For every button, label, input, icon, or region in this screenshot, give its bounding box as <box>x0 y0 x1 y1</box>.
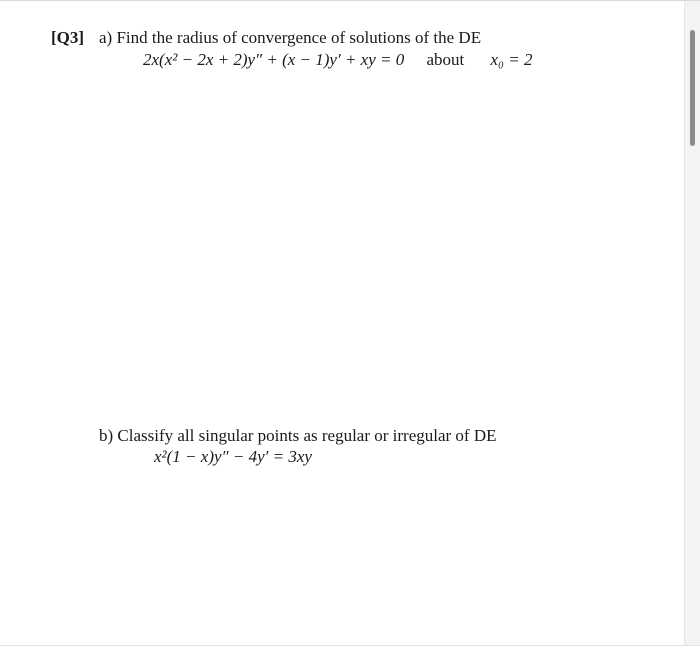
part-b-equation-line <box>154 447 312 467</box>
part-b-prompt: b) Classify all singular points as regular or irregular of DE <box>99 426 497 445</box>
part-a-prompt: a) Find the radius of convergence of solutions of the DE <box>99 28 482 47</box>
scrollbar-thumb[interactable] <box>690 30 695 146</box>
about-label: about <box>426 50 465 69</box>
top-border <box>0 0 700 1</box>
expansion-point: x₀ = 2 <box>490 50 533 69</box>
part-a-equation: 2x(x² − 2x + 2)y″ + (x − 1)y′ + xy = 0 <box>143 50 405 69</box>
part-a-equation-line <box>143 50 532 70</box>
part-b-equation: x²(1 − x)y″ − 4y′ = 3xy <box>154 447 312 466</box>
question-label: [Q3] <box>51 28 85 47</box>
